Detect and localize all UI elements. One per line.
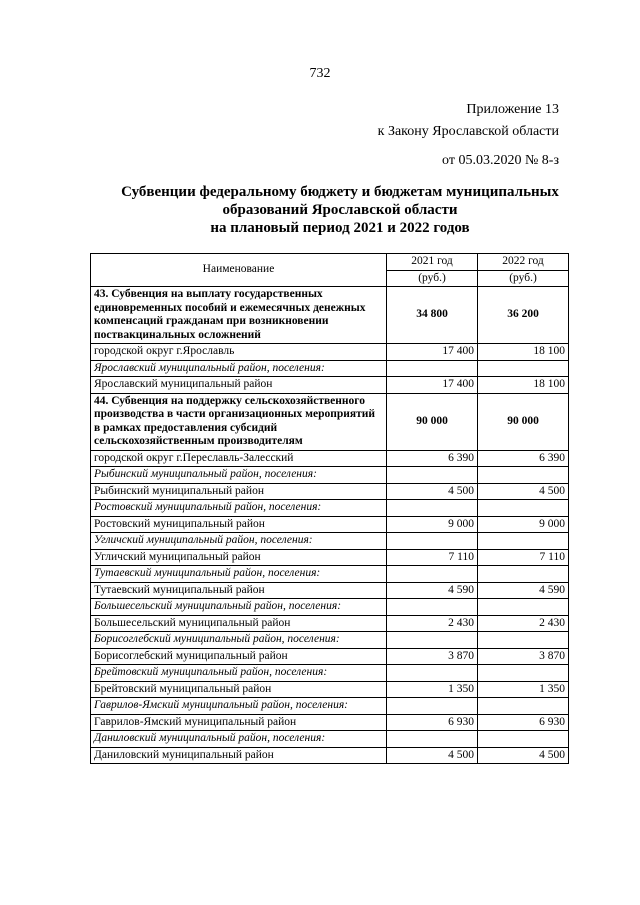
row-value-2022: 36 200 <box>478 287 569 344</box>
row-name-cell: Рыбинский муниципальный район <box>91 483 387 500</box>
row-value-2022: 6 930 <box>478 714 569 731</box>
row-name-cell: Брейтовский муниципальный район, поселения: <box>91 665 387 682</box>
row-value-2022: 4 590 <box>478 582 569 599</box>
row-value-2021: 34 800 <box>387 287 478 344</box>
row-value-2022 <box>478 467 569 484</box>
row-value-2022 <box>478 632 569 649</box>
header-year-2022: 2022 год <box>478 254 569 271</box>
row-name-cell: Ростовский муниципальный район, поселения: <box>91 500 387 517</box>
table-row <box>91 467 569 484</box>
table-row <box>91 698 569 715</box>
row-name-cell: Большесельский муниципальный район, поселения: <box>91 599 387 616</box>
table-row <box>91 665 569 682</box>
row-value-2021 <box>387 698 478 715</box>
row-value-2021 <box>387 533 478 550</box>
row-value-2022 <box>478 731 569 748</box>
table-row <box>91 582 569 599</box>
row-value-2022 <box>478 360 569 377</box>
subventions-table <box>90 253 569 764</box>
table-row <box>91 632 569 649</box>
title-line-1: Субвенции федеральному бюджету и бюджетам муниципальных <box>121 184 559 200</box>
row-value-2022: 4 500 <box>478 747 569 764</box>
row-value-2021: 6 390 <box>387 450 478 467</box>
table-row <box>91 450 569 467</box>
table-row <box>91 533 569 550</box>
table-row <box>91 681 569 698</box>
row-value-2022: 6 390 <box>478 450 569 467</box>
table-row <box>91 615 569 632</box>
row-value-2021: 4 590 <box>387 582 478 599</box>
table-row <box>91 500 569 517</box>
table-row <box>91 549 569 566</box>
row-name-cell: Ростовский муниципальный район <box>91 516 387 533</box>
table-row <box>91 344 569 361</box>
row-value-2022 <box>478 566 569 583</box>
row-value-2021: 17 400 <box>387 377 478 394</box>
page-number: 732 <box>309 66 331 81</box>
row-value-2021: 3 870 <box>387 648 478 665</box>
row-value-2021: 9 000 <box>387 516 478 533</box>
row-name-cell: Ярославский муниципальный район <box>91 377 387 394</box>
row-name-cell: Угличский муниципальный район, поселения: <box>91 533 387 550</box>
row-value-2021 <box>387 566 478 583</box>
row-value-2021 <box>387 665 478 682</box>
header-name: Наименование <box>91 254 387 287</box>
table-row <box>91 747 569 764</box>
row-value-2022: 18 100 <box>478 344 569 361</box>
row-value-2021: 6 930 <box>387 714 478 731</box>
row-value-2021 <box>387 632 478 649</box>
row-name-cell: Гаврилов-Ямский муниципальный район, поселения: <box>91 698 387 715</box>
appendix-law: к Закону Ярославской области <box>377 124 559 139</box>
row-name-cell: Рыбинский муниципальный район, поселения: <box>91 467 387 484</box>
row-name-cell: 44. Субвенция на поддержку сельскохозяйственного производства в части организационных мероприятий в рамках предоставления субсидий сельскохозяйственным производителям <box>91 393 387 450</box>
table-row <box>91 714 569 731</box>
row-value-2022: 90 000 <box>478 393 569 450</box>
row-name-cell: Борисоглебский муниципальный район <box>91 648 387 665</box>
table-row <box>91 566 569 583</box>
table-row <box>91 360 569 377</box>
row-name-cell: Гаврилов-Ямский муниципальный район <box>91 714 387 731</box>
table-row <box>91 377 569 394</box>
row-value-2021: 2 430 <box>387 615 478 632</box>
header-unit-2021: (руб.) <box>387 270 478 287</box>
row-value-2022: 1 350 <box>478 681 569 698</box>
row-value-2022: 18 100 <box>478 377 569 394</box>
row-value-2022 <box>478 533 569 550</box>
row-value-2021: 90 000 <box>387 393 478 450</box>
appendix-label: Приложение 13 <box>466 102 559 117</box>
row-value-2021: 7 110 <box>387 549 478 566</box>
table-row <box>91 648 569 665</box>
row-value-2022 <box>478 698 569 715</box>
row-name-cell: Угличский муниципальный район <box>91 549 387 566</box>
row-value-2021 <box>387 467 478 484</box>
row-value-2021 <box>387 500 478 517</box>
document-title <box>60 183 620 237</box>
row-name-cell: 43. Субвенция на выплату государственных единовременных пособий и ежемесячных денежных компенсаций гражданам при возникновении поствакцинальных осложнений <box>91 287 387 344</box>
row-value-2022 <box>478 500 569 517</box>
row-name-cell: городской округ г.Ярославль <box>91 344 387 361</box>
table-row <box>91 393 569 450</box>
row-value-2021 <box>387 599 478 616</box>
row-value-2021: 4 500 <box>387 483 478 500</box>
row-value-2022 <box>478 665 569 682</box>
header-year-2021: 2021 год <box>387 254 478 271</box>
table-row <box>91 287 569 344</box>
row-name-cell: Даниловский муниципальный район <box>91 747 387 764</box>
row-name-cell: Тутаевский муниципальный район, поселения: <box>91 566 387 583</box>
title-line-3: на плановый период 2021 и 2022 годов <box>210 220 470 236</box>
row-name-cell: Ярославский муниципальный район, поселения: <box>91 360 387 377</box>
row-value-2021 <box>387 731 478 748</box>
table-row <box>91 516 569 533</box>
row-name-cell: Борисоглебский муниципальный район, поселения: <box>91 632 387 649</box>
row-name-cell: Даниловский муниципальный район, поселения: <box>91 731 387 748</box>
title-line-2: образований Ярославской области <box>222 202 458 218</box>
row-value-2021: 4 500 <box>387 747 478 764</box>
row-name-cell: Брейтовский муниципальный район <box>91 681 387 698</box>
table-row <box>91 599 569 616</box>
row-value-2022 <box>478 599 569 616</box>
row-value-2022: 7 110 <box>478 549 569 566</box>
row-value-2021: 1 350 <box>387 681 478 698</box>
row-value-2022: 3 870 <box>478 648 569 665</box>
appendix-date: от 05.03.2020 № 8-з <box>442 153 559 168</box>
table-row <box>91 731 569 748</box>
row-value-2022: 2 430 <box>478 615 569 632</box>
row-value-2022: 4 500 <box>478 483 569 500</box>
row-value-2021: 17 400 <box>387 344 478 361</box>
row-name-cell: Тутаевский муниципальный район <box>91 582 387 599</box>
row-value-2021 <box>387 360 478 377</box>
row-value-2022: 9 000 <box>478 516 569 533</box>
table-row <box>91 483 569 500</box>
header-unit-2022: (руб.) <box>478 270 569 287</box>
table-header-row <box>91 254 569 271</box>
row-name-cell: Большесельский муниципальный район <box>91 615 387 632</box>
row-name-cell: городской округ г.Переславль-Залесский <box>91 450 387 467</box>
table-body <box>91 287 569 764</box>
